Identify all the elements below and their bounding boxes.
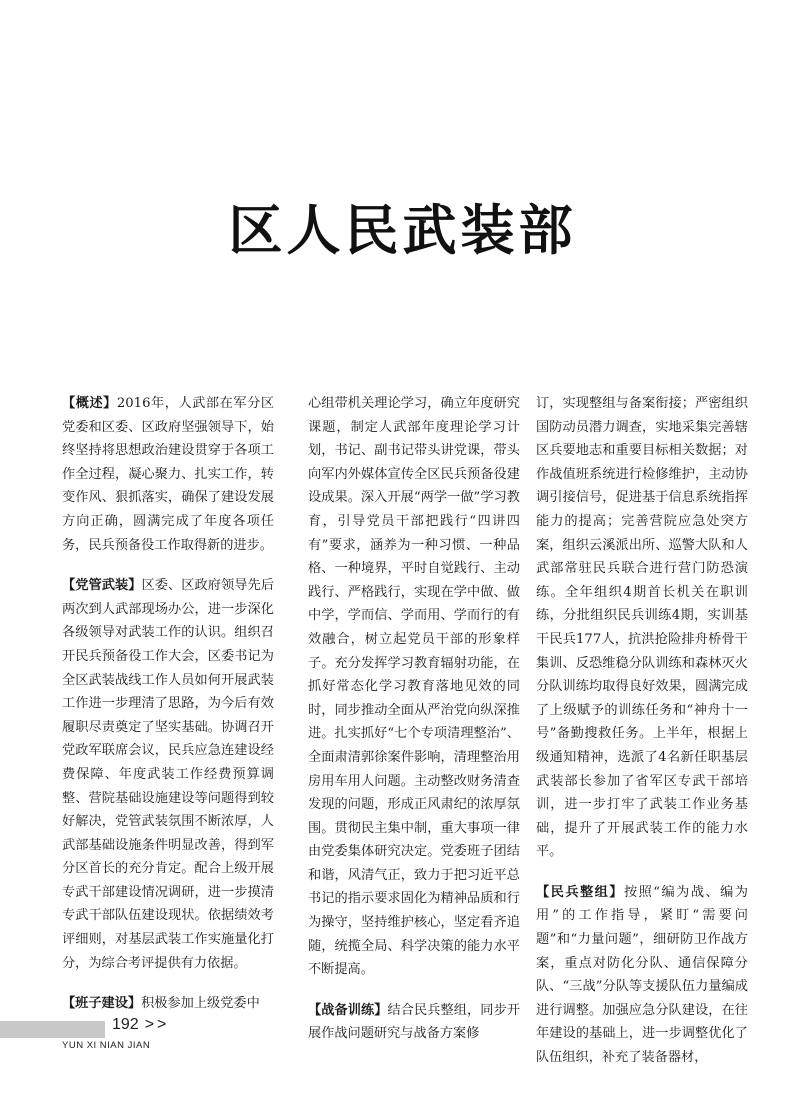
paragraph-continued (536, 392, 748, 864)
footer-bar (0, 1021, 105, 1038)
section-heading: 【战备训练】 (308, 1002, 388, 1018)
text-column-3 (536, 392, 748, 1087)
page-title: 区人民武装部 (228, 199, 577, 262)
text-column-2 (308, 392, 520, 1063)
paragraph-text: 订，实现整组与备案衔接；严密组织国防动员潜力调查，实地采集完善辖区兵要地志和重要目标相关数据；对作战值班系统进行检修维护，主动协调引接信号，促进基于信息系统指挥能力的提高；完善营院应急处突方案，组织云溪派出所、巡警大队和人武部常驻民兵联合进行营门防恐演练。全年组织4期首长机关在职训练，分批组织民兵训练4期，实训基干民兵177人，抗洪抢险排舟桥骨干集训、反恐维稳分队训练和森林灭火分队训练均取得良好效果，圆满完成了上级赋予的训练任务和“神舟十一号”备勤搜救任务。上半年，根据上级通知精神，选派了4名新任职基层武装部长参加了省军区专武干部培训，进一步打牢了武装工作业务基础，提升了开展武装工作的能力水平。 (536, 396, 748, 860)
paragraph-text: 区委、区政府领导先后两次到人武部现场办公，进一步深化各级领导对武装工作的认识。组织召开民兵预备役工作大会，区委书记为全区武装战线工作人员如何开展武装工作进一步理清了思路，为今后有效履职尽责奠定了坚实基础。协调召开党政军联席会议，民兵应急连建设经费保障、年度武装工作经费预算调整、营院基础设施建设等问题得到较好解决，党管武装氛围不断浓厚，人武部基础设施条件明显改善，得到军分区首长的充分肯定。配合上级开展专武干部建设情况调研，进一步摸清专武干部队伍建设现状。依据绩效考评细则，对基层武装工作实施量化打分，为综合考评提供有力依据。 (62, 578, 275, 971)
text-column-1 (62, 392, 274, 1033)
paragraph-text: 积极参加上级党委中 (141, 996, 260, 1012)
chevron-right-icon: >> (144, 1016, 170, 1033)
paragraph-text: 2016年，人武部在军分区党委和区委、区政府坚强领导下，始终坚持将思想政治建设贯穿于各项工作全过程，凝心聚力、扎实工作，转变作风、狠抓落实，确保了建设发展方向正确，圆满完成了年度各项任务，民兵预备役工作取得新的进步。 (62, 396, 275, 553)
section-heading: 【班子建设】 (62, 996, 142, 1012)
page-number-text: 192 (112, 1016, 139, 1033)
paragraph-party-armed-forces (62, 574, 274, 975)
paragraph-team-building (62, 992, 274, 1016)
page-number (112, 1016, 169, 1034)
yearbook-name: YUN XI NIAN JIAN (62, 1040, 151, 1051)
paragraph-continued (308, 392, 520, 982)
paragraph-text: 结合民兵整组，同步开展作战问题研究与战备方案修 (308, 1002, 521, 1042)
paragraph-overview (62, 392, 274, 557)
section-heading: 【概述】 (62, 396, 117, 411)
paragraph-text: 按照“编为战、编为用”的工作指导，紧盯“需要问题”和“力量问题”，细研防卫作战方案，重点对防化分队、通信保障分队、“三战”分队等支援队伍力量编成进行调整。加强应急分队建设，在往年建设的基础上，进一步调整优化了队伍组织，补充了装备器材， (536, 884, 748, 1066)
paragraph-text: 心组带机关理论学习，确立年度研究课题，制定人武部年度理论学习计划，书记、副书记带头讲党课，带头向军内外媒体宣传全区民兵预备役建设成果。深入开展“两学一做”学习教育，引导党员干部把践行“四讲四有”要求，涵养为一种习惯、一种品格、一种境界，平时自觉践行、主动践行、严格践行，实现在学中做、做中学，学而信、学而用、学而行的有效融合，树立起党员干部的形象样子。充分发挥学习教育辐射功能，在抓好常态化学习教育落地见效的同时，同步推动全面从严治党向纵深推进。扎实抓好“七个专项清理整治”、全面肃清郭徐案件影响，清理整治用房用车用人问题。主动整改财务清查发现的问题，形成正风肃纪的浓厚氛围。贯彻民主集中制，重大事项一律由党委集体研究决定。党委班子团结和谐，风清气正，致力于把习近平总书记的指示要求固化为精神品质和行为操守，坚持维护核心，坚定看齐追随，统揽全局、科学决策的能力水平不断提高。 (308, 396, 520, 978)
paragraph-militia-reorganization (536, 881, 748, 1070)
section-heading: 【党管武装】 (62, 578, 142, 594)
section-heading: 【民兵整组】 (536, 884, 624, 900)
paragraph-combat-training (308, 999, 520, 1046)
